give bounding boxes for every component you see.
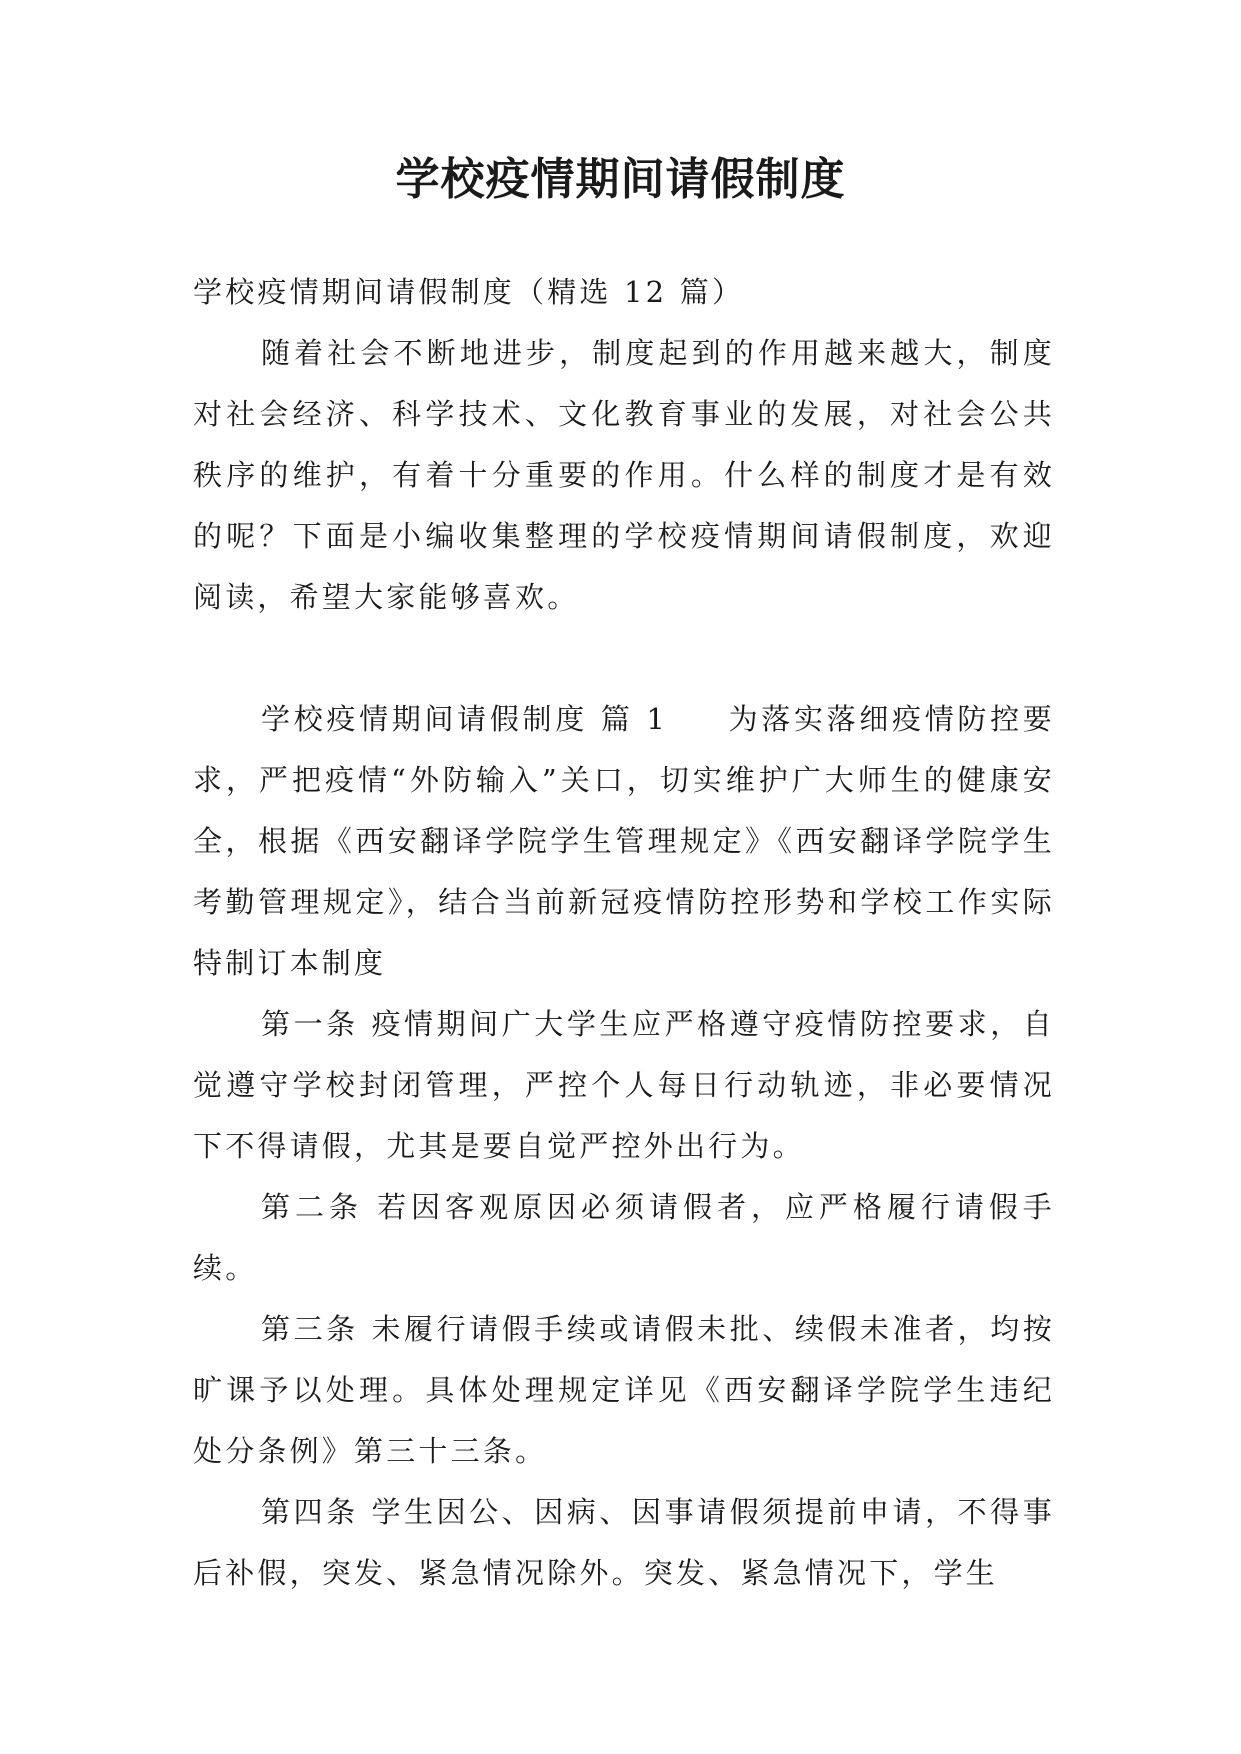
article-1: 第一条 疫情期间广大学生应严格遵守疫情防控要求，自觉遵守学校封闭管理，严控个人每日行动轨迹，非必要情况下不得请假，尤其是要自觉严控外出行为。 (193, 1007, 1055, 1163)
section-1-label: 学校疫情期间请假制度 篇 1 (261, 702, 669, 736)
document-subtitle: 学校疫情期间请假制度（精选 12 篇） (193, 275, 745, 309)
article-3: 第三条 未履行请假手续或请假未批、续假未准者，均按旷课予以处理。具体处理规定详见《西安翻译学院学生违纪处分条例》第三十三条。 (193, 1312, 1055, 1468)
article-4: 第四条 学生因公、因病、因事请假须提前申请，不得事后补假，突发、紧急情况除外。突发、紧急情况下，学生 (193, 1495, 1055, 1590)
section-1-text: 为落实落细疫情防控要求，严把疫情“外防输入”关口，切实维护广大师生的健康安全，根据《西安翻译学院学生管理规定》《西安翻译学院学生考勤管理规定》，结合当前新冠疫情防控形势和学校工作实际特制订本制度 (193, 702, 1055, 980)
article-2: 第二条 若因客观原因必须请假者，应严格履行请假手续。 (193, 1190, 1055, 1285)
document-body (193, 262, 1055, 1604)
document-title: 学校疫情期间请假制度 (395, 154, 846, 205)
intro-paragraph: 随着社会不断地进步，制度起到的作用越来越大，制度对社会经济、科学技术、文化教育事业的发展，对社会公共秩序的维护，有着十分重要的作用。什么样的制度才是有效的呢？下面是小编收集整理的学校疫情期间请假制度，欢迎阅读，希望大家能够喜欢。 (193, 336, 1055, 614)
section-1-paragraph (193, 689, 1055, 994)
